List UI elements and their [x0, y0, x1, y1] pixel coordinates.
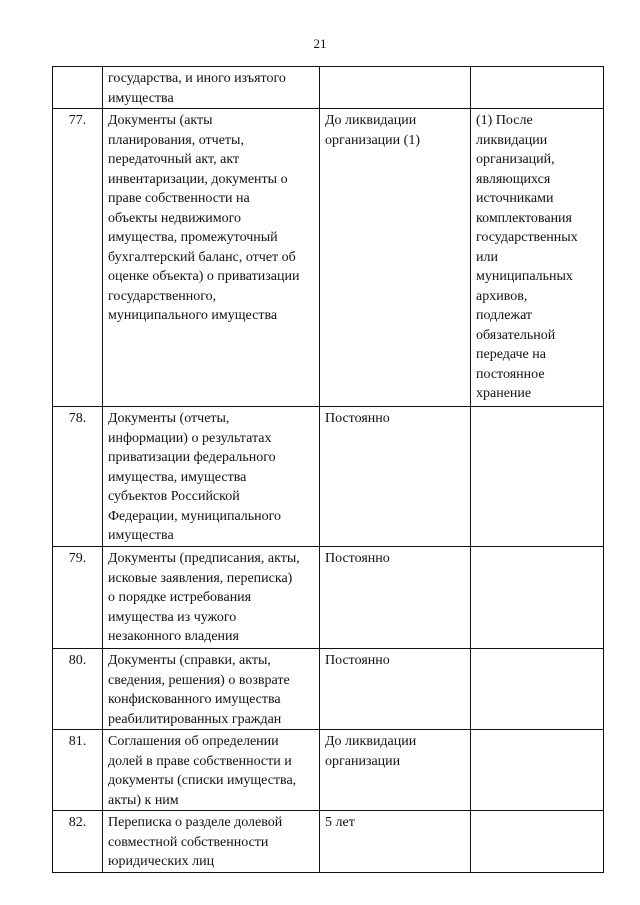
row-number-text: 81.: [68, 734, 87, 749]
table-row: [53, 811, 604, 873]
document-title-cell: [103, 67, 320, 109]
document-title-cell: [103, 649, 320, 730]
row-number-cell: [53, 407, 103, 547]
row-number-cell: [53, 730, 103, 811]
retention-term-text: 5 лет: [325, 815, 355, 830]
note-text: (1) После ликвидации организаций, являющихся источниками комплектования государственных или муниципальных архивов, подлежат обязательной передаче на постоянное хранение: [476, 113, 578, 401]
retention-term-text: Постоянно: [325, 551, 390, 566]
table-row: [53, 407, 604, 547]
document-title-text: Переписка о разделе долевой совместной собственности юридических лиц: [108, 815, 283, 869]
row-number-text: 80.: [68, 653, 87, 668]
document-title-text: Документы (акты планирования, отчеты, передаточный акт, акт инвентаризации, документы о праве собственности на объекты недвижимого имущества, промежуточный бухгалтерский баланс, отчет об оценке объекта) о приватизации государственного, муниципального имущества: [108, 113, 300, 323]
document-title-cell: [103, 730, 320, 811]
retention-term-cell: [320, 407, 471, 547]
table-row: [53, 730, 604, 811]
retention-term-cell: [320, 67, 471, 109]
retention-term-cell: [320, 811, 471, 873]
table-row: [53, 649, 604, 730]
row-number-text: 79.: [68, 551, 87, 566]
note-cell: [471, 649, 604, 730]
document-title-text: государства, и иного изъятого имущества: [108, 71, 286, 106]
note-cell: [471, 407, 604, 547]
document-title-text: Документы (справки, акты, сведения, решения) о возврате конфискованного имущества реабилитированных граждан: [108, 653, 290, 727]
table-row: [53, 67, 604, 109]
row-number-cell: [53, 109, 103, 407]
retention-term-cell: [320, 547, 471, 649]
table-row: [53, 547, 604, 649]
document-title-cell: [103, 547, 320, 649]
retention-term-cell: [320, 109, 471, 407]
document-title-text: Документы (отчеты, информации) о результатах приватизации федерального имущества, имущества субъектов Российской Федерации, муниципального имущества: [108, 411, 282, 543]
retention-term-cell: [320, 730, 471, 811]
retention-term-text: Постоянно: [325, 653, 390, 668]
row-number-cell: [53, 547, 103, 649]
note-cell: [471, 730, 604, 811]
note-cell: [471, 67, 604, 109]
row-number-cell: [53, 649, 103, 730]
document-title-cell: [103, 109, 320, 407]
document-title-cell: [103, 811, 320, 873]
retention-term-text: Постоянно: [325, 411, 390, 426]
note-cell: [471, 109, 604, 407]
note-cell: [471, 547, 604, 649]
document-title-text: Соглашения об определении долей в праве собственности и документы (списки имущества, акты) к ним: [108, 734, 297, 808]
row-number-text: 77.: [68, 113, 87, 128]
note-cell: [471, 811, 604, 873]
document-title-cell: [103, 407, 320, 547]
records-table: [52, 66, 604, 873]
row-number-cell: [53, 67, 103, 109]
table-row: [53, 109, 604, 407]
row-number-text: 82.: [68, 815, 87, 830]
records-table-body: [53, 67, 604, 873]
document-title-text: Документы (предписания, акты, исковые заявления, переписка) о порядке истребования имущества из чужого незаконного владения: [108, 551, 300, 644]
row-number-cell: [53, 811, 103, 873]
retention-term-text: До ликвидации организации: [325, 734, 417, 769]
page-number: 21: [313, 36, 327, 51]
retention-term-text: До ликвидации организации (1): [325, 113, 420, 148]
retention-term-cell: [320, 649, 471, 730]
row-number-text: 78.: [68, 411, 87, 426]
